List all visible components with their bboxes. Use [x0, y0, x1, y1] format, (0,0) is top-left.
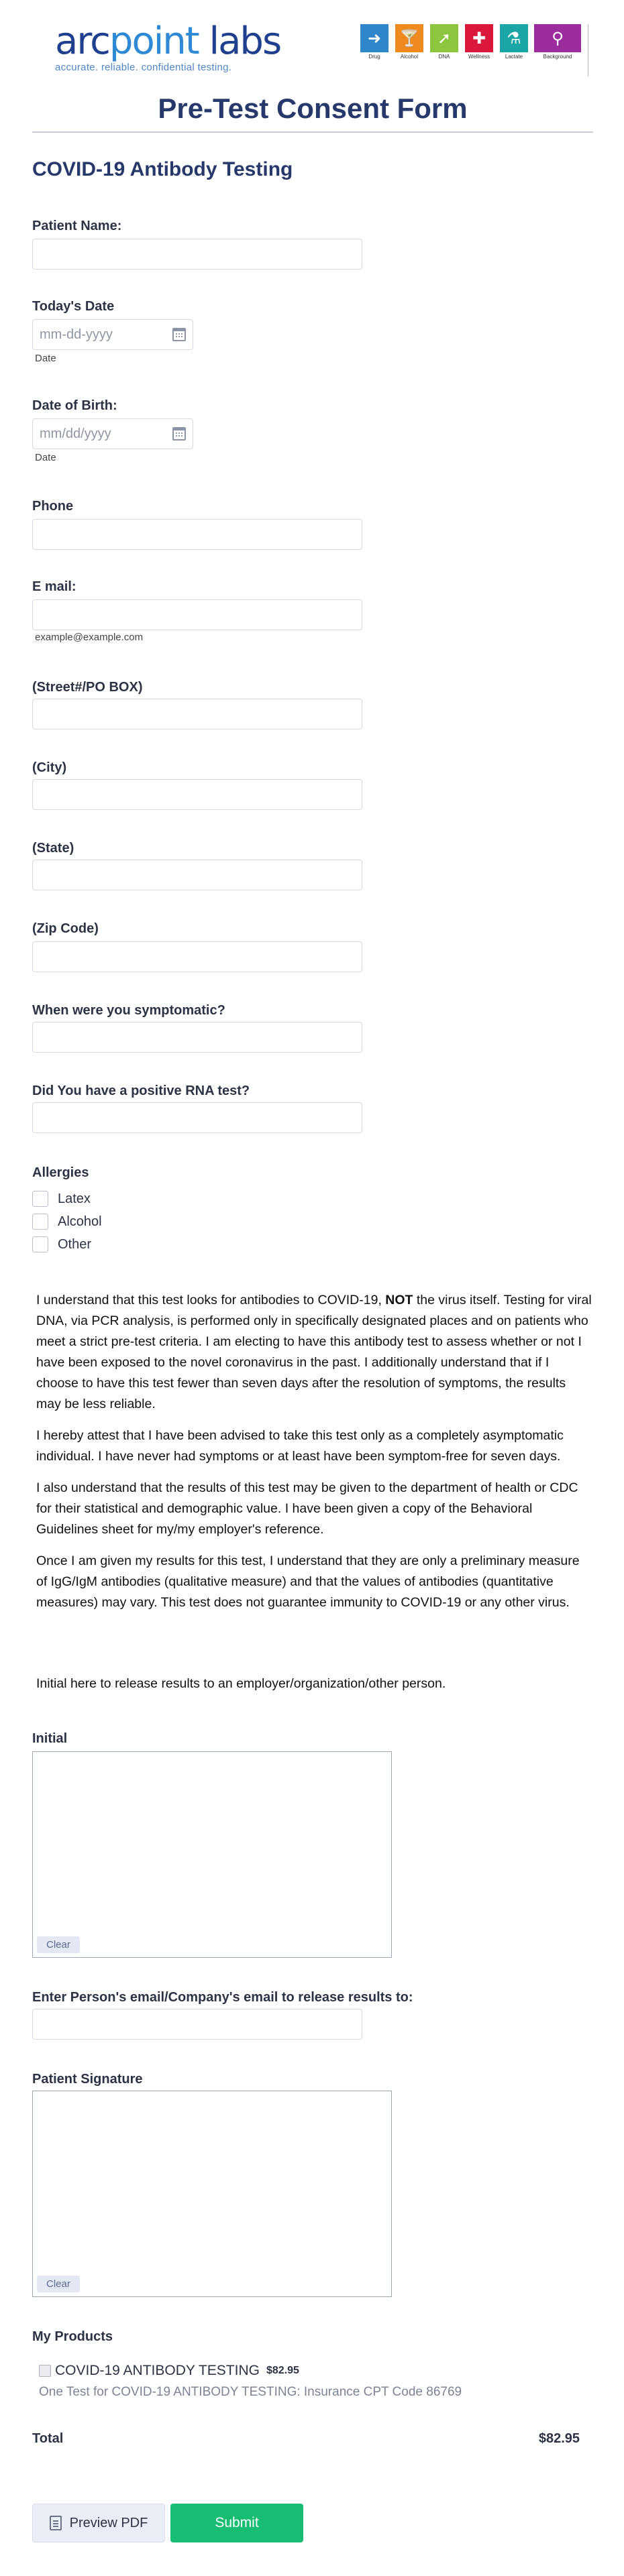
- dob-input[interactable]: [40, 426, 160, 442]
- consent-emphasis: NOT: [385, 1293, 413, 1307]
- logo-text-point: point: [109, 19, 199, 63]
- rna-test-input[interactable]: [32, 1102, 362, 1133]
- signature-label: Patient Signature: [32, 2072, 143, 2087]
- checkbox[interactable]: [32, 1214, 48, 1230]
- calendar-icon[interactable]: [172, 328, 186, 341]
- service-tile-alcohol: [395, 24, 424, 60]
- product-description: One Test for COVID-19 ANTIBODY TESTING: Insurance CPT Code 86769: [39, 2385, 462, 2399]
- product-name: COVID-19 ANTIBODY TESTING: [55, 2363, 260, 2378]
- preview-pdf-label: Preview PDF: [69, 2515, 148, 2530]
- signature-pad[interactable]: [32, 2091, 392, 2297]
- allergy-option-alcohol[interactable]: [32, 1214, 102, 1230]
- release-instruction: Initial here to release results to an employer/organization/other person.: [36, 1676, 446, 1691]
- service-caption: Background: [543, 54, 572, 60]
- preview-pdf-button[interactable]: [32, 2504, 165, 2542]
- logo-tagline: accurate. reliable. confidential testing.: [55, 62, 232, 73]
- service-caption: Drug: [368, 54, 380, 60]
- service-tile-dna: [429, 24, 459, 60]
- consent-text-part: I understand that this test looks for antibodies to COVID-19,: [36, 1293, 386, 1307]
- dropper-icon: ➚: [430, 24, 458, 52]
- release-email-label: Enter Person's email/Company's email to release results to:: [32, 1990, 413, 2005]
- logo-text-labs: labs: [198, 19, 281, 63]
- service-icons: [360, 24, 588, 76]
- title-divider: [32, 131, 593, 133]
- symptomatic-label: When were you symptomatic?: [32, 1003, 225, 1018]
- magnifier-icon: ⚲: [534, 24, 581, 52]
- submit-button[interactable]: Submit: [170, 2504, 303, 2542]
- service-tile-drug: [360, 24, 389, 60]
- service-tile-background: [534, 24, 581, 60]
- todays-date-label: Today's Date: [32, 299, 115, 314]
- city-label: (City): [32, 760, 67, 775]
- consent-text-part: the virus itself. Testing for viral DNA, via PCR analysis, is performed only in specifically designated places and on patients who meet a strict pre-test criteria. I am electing to have this antibody test to assess whether or not I have been exposed to the novel coronavirus in the past. I additionally understand that if I choose to have this test fewer than seven days after the resolution of symptoms, the results may be less reliable.: [36, 1293, 592, 1411]
- dob-sublabel: Date: [35, 452, 56, 463]
- checkbox[interactable]: [32, 1236, 48, 1252]
- street-input[interactable]: [32, 699, 362, 729]
- page-header: [32, 0, 593, 80]
- allergies-label: Allergies: [32, 1165, 89, 1180]
- zip-input[interactable]: [32, 941, 362, 972]
- microscope-icon: ⚗: [500, 24, 528, 52]
- allergy-option-label: Alcohol: [58, 1214, 102, 1229]
- document-icon: [50, 2516, 62, 2530]
- email-input[interactable]: [32, 599, 362, 630]
- cocktail-glass-icon: 🍸: [395, 24, 423, 52]
- street-label: (Street#/PO BOX): [32, 680, 143, 695]
- consent-paragraph-4: Once I am given my results for this test, I understand that they are only a preliminary measure of IgG/IgM antibodies (qualitative measure) and that the values of antibodies (quantitative measures) may vary. This test does not guarantee immunity to COVID-19 or any other virus.: [36, 1554, 580, 1610]
- dob-field[interactable]: [32, 418, 193, 449]
- product-price: $82.95: [266, 2365, 299, 2376]
- allergy-option-latex[interactable]: [32, 1191, 91, 1207]
- allergy-option-label: Other: [58, 1236, 92, 1252]
- rna-test-label: Did You have a positive RNA test?: [32, 1084, 250, 1098]
- consent-paragraph-2: I hereby attest that I have been advised to take this test only as a completely asymptomatic individual. I have never had symptoms or at least have been symptom-free for seven days.: [36, 1428, 564, 1464]
- initial-clear-button[interactable]: Clear: [37, 1936, 80, 1953]
- service-tile-lactate: [499, 24, 529, 60]
- patient-name-input[interactable]: [32, 239, 362, 270]
- symptomatic-input[interactable]: [32, 1022, 362, 1053]
- state-input[interactable]: [32, 860, 362, 890]
- todays-date-field[interactable]: [32, 319, 193, 350]
- syringe-icon: ➜: [360, 24, 388, 52]
- medical-cross-icon: ✚: [465, 24, 493, 52]
- service-caption: Lactate: [505, 54, 523, 60]
- initial-pad[interactable]: [32, 1751, 392, 1958]
- dob-label: Date of Birth:: [32, 398, 117, 413]
- consent-text: [36, 1290, 593, 1624]
- allergy-option-other[interactable]: [32, 1236, 91, 1252]
- city-input[interactable]: [32, 779, 362, 810]
- consent-paragraph-1: [36, 1290, 593, 1415]
- products-label: My Products: [32, 2329, 113, 2344]
- service-caption: Wellness: [468, 54, 490, 60]
- todays-date-sublabel: Date: [35, 353, 56, 364]
- consent-paragraph-3: I also understand that the results of this test may be given to the department of health or CDC for their statistical and demographic value. I have been given a copy of the Behavioral Guidelines sheet for my/my employer's reference.: [36, 1480, 578, 1537]
- service-caption: Alcohol: [400, 54, 419, 60]
- patient-name-label: Patient Name:: [32, 219, 122, 233]
- zip-label: (Zip Code): [32, 921, 99, 936]
- phone-label: Phone: [32, 499, 74, 514]
- email-sublabel: example@example.com: [35, 632, 144, 643]
- state-label: (State): [32, 841, 74, 856]
- todays-date-input[interactable]: [40, 327, 160, 343]
- checkbox[interactable]: [32, 1191, 48, 1207]
- release-email-input[interactable]: [32, 2009, 362, 2040]
- initial-label: Initial: [32, 1731, 68, 1746]
- signature-clear-button[interactable]: Clear: [37, 2276, 80, 2292]
- arcpoint-logo: [55, 19, 281, 73]
- email-label: E mail:: [32, 579, 76, 594]
- form-title: Pre-Test Consent Form: [158, 93, 468, 124]
- section-heading: COVID-19 Antibody Testing: [32, 158, 293, 180]
- logo-text-arc: arc: [55, 19, 109, 63]
- product-item[interactable]: [39, 2363, 299, 2379]
- calendar-icon[interactable]: [172, 427, 186, 441]
- service-tile-wellness: [464, 24, 494, 60]
- product-checkbox[interactable]: [39, 2365, 51, 2377]
- total-value: $82.95: [538, 2431, 580, 2446]
- allergy-option-label: Latex: [58, 1191, 91, 1206]
- service-caption: DNA: [438, 54, 450, 60]
- total-label: Total: [32, 2431, 64, 2446]
- phone-input[interactable]: [32, 519, 362, 550]
